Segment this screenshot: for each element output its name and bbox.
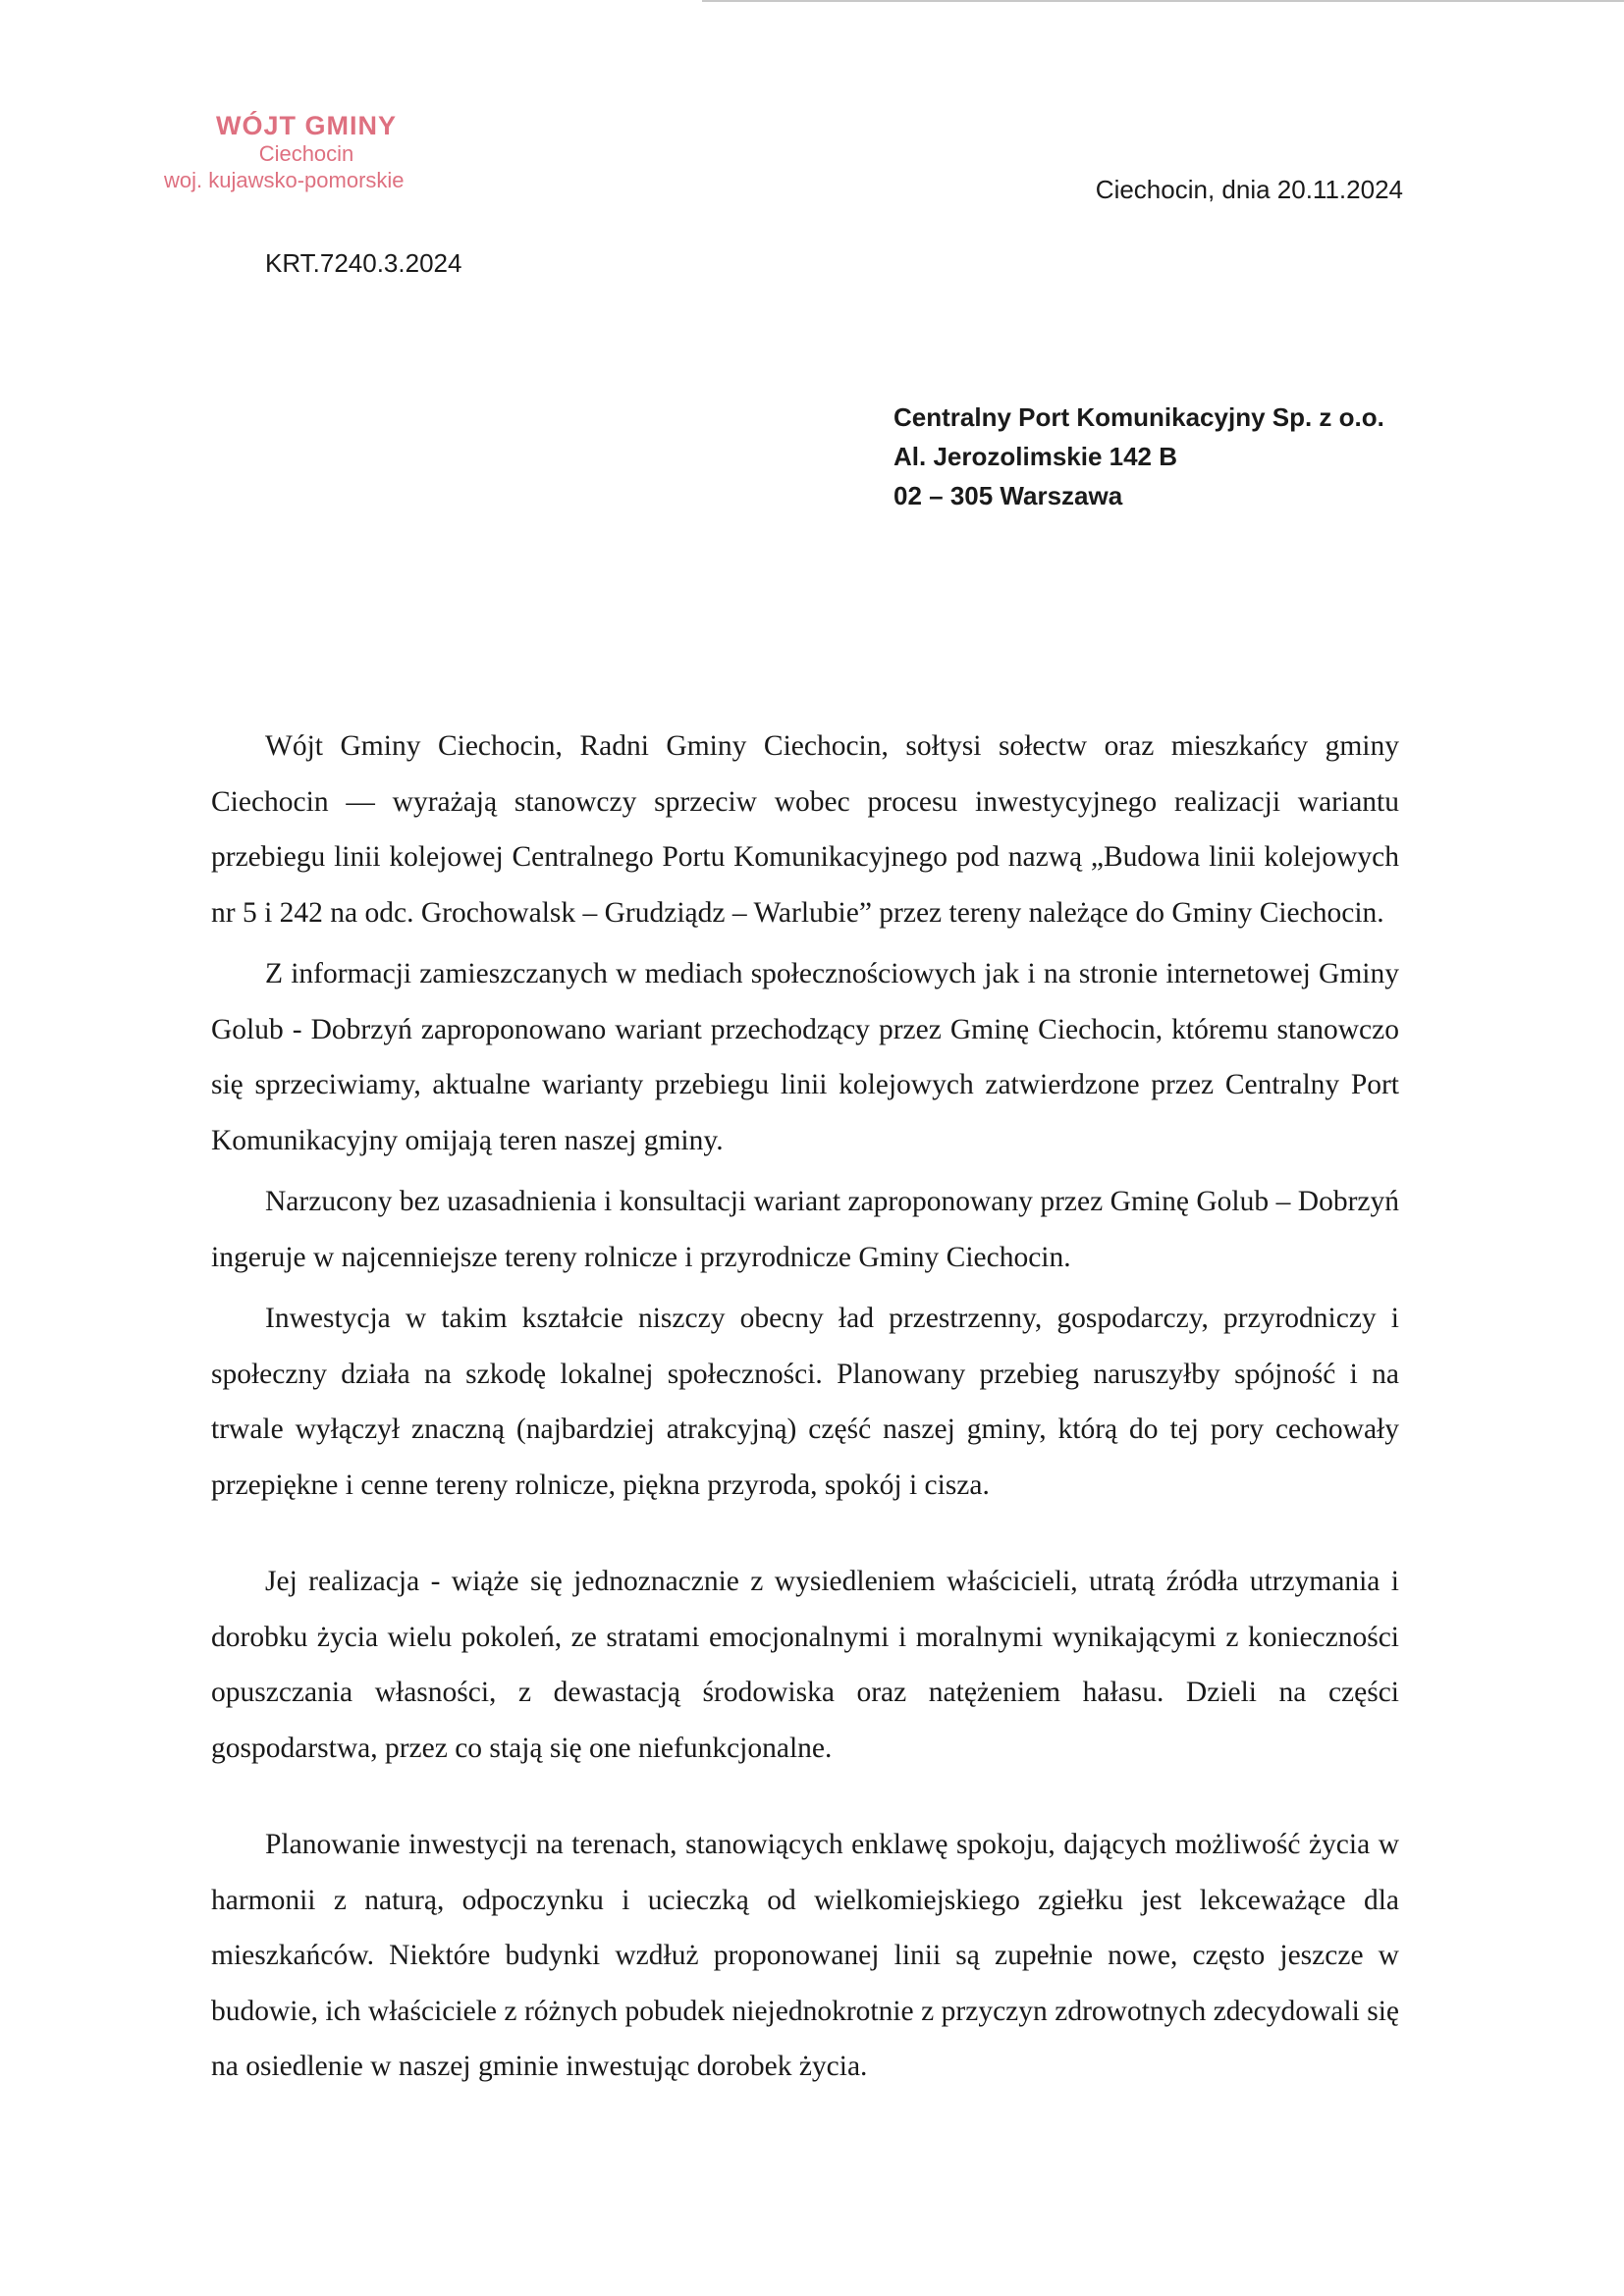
stamp-title: WÓJT GMINY: [216, 111, 397, 140]
stamp-municipality: Ciechocin: [258, 141, 354, 166]
paragraph: Planowanie inwestycji na terenach, stanowiących enklawę spokoju, dających możliwość życia w harmonii z naturą, odpoczynku i ucieczką od wielkomiejskiego zgiełku jest lekceważące dla mieszkańców. Niektóre budynki wzdłuż proponowanej linii są zupełnie nowe, często jeszcze w budowie, ich właściciele z różnych pobudek niejednokrotnie z przyczyn zdrowotnych zdecydowali się na osiedlenie w naszej gminie inwestując dorobek życia.: [211, 1829, 1399, 2082]
recipient-name: Centralny Port Komunikacyjny Sp. z o.o.: [893, 402, 1384, 432]
office-stamp: [159, 110, 454, 194]
stamp-voivodeship: woj. kujawsko-pomorskie: [164, 168, 405, 192]
paragraph: Wójt Gminy Ciechocin, Radni Gminy Ciechocin, sołtysi sołectw oraz mieszkańcy gminy Ciechocin — wyrażają stanowczy sprzeciw wobec procesu inwestycyjnego realizacji wariantu przebiegu linii kolejowej Centralnego Portu Komunikacyjnego pod nazwą „Budowa linii kolejowych nr 5 i 242 na odc. Grochowalsk – Grudziądz – Warlubie” przez tereny należące do Gminy Ciechocin.: [211, 730, 1399, 929]
date-line: Ciechocin, dnia 20.11.2024: [1095, 175, 1403, 204]
scan-edge-line: [702, 0, 1624, 2]
recipient-city: 02 – 305 Warszawa: [893, 481, 1123, 510]
case-reference: KRT.7240.3.2024: [265, 248, 462, 278]
recipient-address: [893, 398, 1384, 515]
paragraph: Narzucony bez uzasadnienia i konsultacji wariant zaproponowany przez Gminę Golub – Dobrzyń ingeruje w najcenniejsze tereny rolnicze i przyrodnicze Gminy Ciechocin.: [211, 1186, 1399, 1273]
recipient-street: Al. Jerozolimskie 142 B: [893, 442, 1178, 471]
paragraph: Jej realizacja - wiąże się jednoznacznie z wysiedleniem właścicieli, utratą źródła utrzymania i dorobku życia wielu pokoleń, ze stratami emocjonalnymi i moralnymi wynikającymi z konieczności opuszczania własności, z dewastacją środowiska oraz natężeniem hałasu. Dzieli na części gospodarstwa, przez co stają się one niefunkcjonalne.: [211, 1566, 1399, 1764]
paragraph: Inwestycja w takim kształcie niszczy obecny ład przestrzenny, gospodarczy, przyrodniczy i społeczny działa na szkodę lokalnej społeczności. Planowany przebieg naruszyłby spójność i na trwale wyłączył znaczną (najbardziej atrakcyjną) część naszej gminy, którą do tej pory cechowały przepiękne i cenne tereny rolnicze, piękna przyroda, spokój i cisza.: [211, 1303, 1399, 1501]
paragraph: Z informacji zamieszczanych w mediach społecznościowych jak i na stronie internetowej Gminy Golub - Dobrzyń zaproponowano wariant przechodzący przez Gminę Ciechocin, któremu stanowczo się sprzeciwiamy, aktualne warianty przebiegu linii kolejowych zatwierdzone przez Centralny Port Komunikacyjny omijają teren naszej gminy.: [211, 958, 1399, 1156]
letter-body: [211, 719, 1399, 2095]
